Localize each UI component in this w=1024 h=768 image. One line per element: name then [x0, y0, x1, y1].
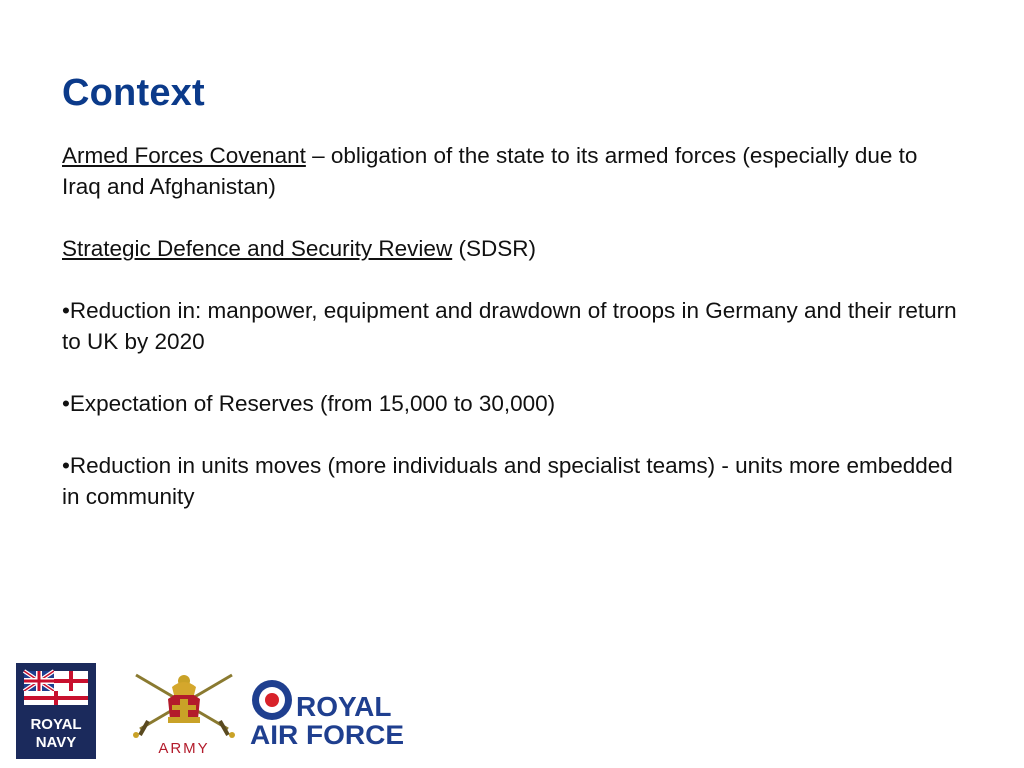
paragraph-covenant: [62, 140, 962, 202]
slide-title: Context: [62, 72, 205, 114]
covenant-text: – obligation of the state to its armed forces (especially due to Iraq and Afghanistan): [62, 143, 918, 199]
sdsr-text: (SDSR): [452, 236, 536, 261]
raf-line1: ROYAL: [296, 691, 392, 722]
raf-logo: [248, 678, 408, 748]
raf-line2: AIR FORCE: [250, 720, 404, 748]
royal-navy-line1: ROYAL: [30, 716, 82, 733]
paragraph-sdsr: [62, 233, 962, 264]
crown-lion-icon: [168, 675, 200, 723]
roundel-icon: [252, 680, 292, 720]
bullet-unit-moves: •Reduction in units moves (more individuals and specialist teams) - units more embedded in community: [62, 453, 953, 509]
armed-forces-covenant-link[interactable]: Armed Forces Covenant: [62, 143, 306, 168]
bullet-reserves: •Expectation of Reserves (from 15,000 to 30,000): [62, 391, 556, 416]
sdsr-link[interactable]: Strategic Defence and Security Review: [62, 236, 453, 261]
slide-body: [62, 140, 962, 543]
logo-strip: [0, 650, 1024, 768]
army-logo: [128, 665, 240, 759]
royal-navy-line2: NAVY: [35, 734, 77, 751]
army-wordmark: ARMY: [158, 740, 210, 757]
bullet-reduction: •Reduction in: manpower, equipment and drawdown of troops in Germany and their return to UK by 2020: [62, 298, 957, 354]
royal-navy-logo: [16, 663, 96, 759]
